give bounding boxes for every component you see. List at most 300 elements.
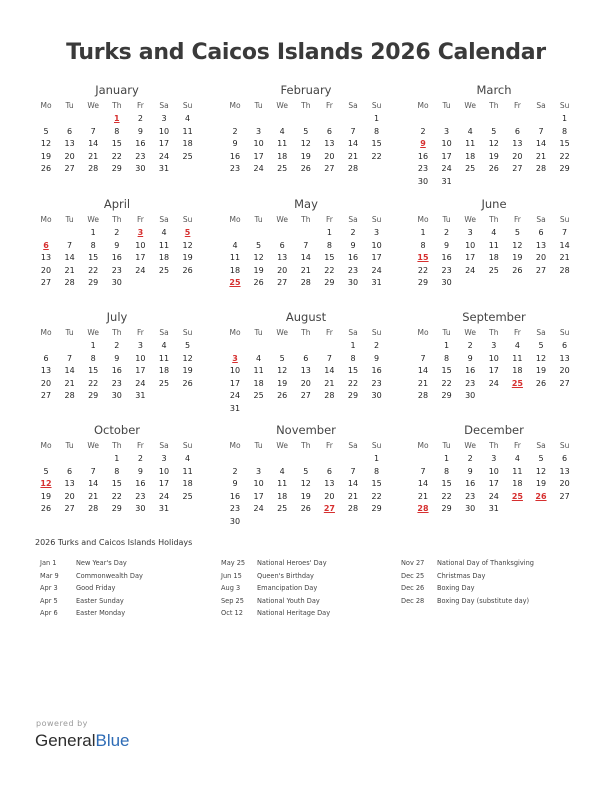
calendar-day: 23 [347,265,359,275]
calendar-day: 25 [488,265,499,275]
calendar-day: 12 [300,139,311,149]
calendar-day: 21 [417,378,429,388]
weekday-header: We [464,441,476,450]
calendar-day: 26 [40,504,52,514]
holiday-date: 26 [535,491,547,501]
calendar-day: 16 [371,366,382,376]
calendar-day: 2 [114,341,120,350]
calendar-day: 20 [535,253,547,263]
calendar-day: 6 [326,466,332,476]
calendar-day: 20 [64,491,75,501]
calendar-day: 23 [465,491,476,501]
weekday-header: Su [182,441,193,450]
calendar-day: 7 [90,126,96,136]
calendar-day: 1 [444,454,450,463]
calendar-day: 1 [562,114,568,123]
calendar-day: 16 [135,139,146,149]
holiday-name: Good Friday [76,584,116,592]
calendar-day: 22 [441,378,452,388]
weekday-header: Th [301,215,311,224]
calendar-day: 19 [40,151,52,161]
calendar-day: 12 [300,479,311,489]
calendar-day: 28 [324,391,335,401]
month-august [226,310,386,420]
weekday-header: We [87,441,99,450]
calendar-day: 21 [417,491,429,501]
calendar-day: 1 [420,228,426,237]
calendar-day: 2 [420,126,426,136]
holiday-name: Christmas Day [437,571,486,580]
calendar-day: 8 [562,126,568,136]
calendar-day: 25 [465,164,476,174]
calendar-day: 30 [465,391,476,401]
calendar-day: 24 [488,491,499,501]
calendar-day: 4 [514,454,520,463]
weekday-header: Th [112,328,122,337]
calendar-day: 31 [371,278,382,288]
weekday-header: Th [301,328,311,337]
calendar-day: 21 [324,378,335,388]
calendar-day: 7 [420,353,426,363]
calendar-day: 2 [232,126,238,136]
calendar-day: 6 [538,228,544,237]
calendar-day: 4 [256,353,262,363]
calendar-day: 21 [88,491,99,501]
weekday-header: Tu [442,328,451,337]
calendar-day: 29 [417,278,429,288]
calendar-day: 14 [64,366,75,376]
weekday-header: Th [112,215,122,224]
weekday-header: Mo [229,101,241,110]
calendar-day: 26 [512,265,523,275]
calendar-day: 29 [371,504,382,514]
calendar-day: 26 [182,265,193,275]
calendar-day: 27 [512,164,523,174]
generalblue-logo[interactable] [35,731,130,751]
calendar-day: 27 [64,504,75,514]
holiday-name: New Year's Day [76,559,127,567]
calendar-day: 19 [40,491,52,501]
calendar-day: 11 [277,479,288,489]
calendar-day: 11 [512,353,523,363]
calendar-day: 30 [111,278,122,288]
holiday-date-label: Mar 9 [40,571,59,580]
calendar-day: 16 [111,253,122,263]
calendar-day: 17 [488,479,499,489]
calendar-day: 19 [182,366,193,376]
weekday-header: Tu [65,101,74,110]
calendar-day: 7 [303,240,309,250]
calendar-day: 2 [137,454,143,463]
calendar-day: 14 [347,479,359,489]
holiday-date-label: Jun 15 [221,571,242,580]
month-june [414,197,574,307]
calendar-day: 16 [441,253,452,263]
weekday-header: Th [489,328,499,337]
calendar-day: 24 [371,265,382,275]
calendar-day: 13 [559,353,570,363]
weekday-header: Sa [348,441,358,450]
holiday-date: 6 [43,240,49,250]
calendar-day: 23 [465,378,476,388]
weekday-header: Fr [136,441,144,450]
calendar-day: 4 [467,126,473,136]
calendar-day: 6 [562,341,568,350]
calendar-day: 27 [559,491,570,501]
calendar-day: 9 [232,139,238,149]
weekday-header: Su [182,215,193,224]
calendar-day: 4 [185,114,191,123]
month-name: October [93,423,141,437]
calendar-day: 26 [253,278,264,288]
calendar-day: 23 [441,265,452,275]
calendar-day: 3 [161,114,167,123]
weekday-header: Mo [417,328,429,337]
calendar-day: 18 [512,366,523,376]
calendar-day: 3 [161,454,167,463]
weekday-header: Mo [229,215,241,224]
calendar-day: 6 [303,353,309,363]
holiday-date: 25 [511,491,523,501]
weekday-header: Su [559,101,570,110]
calendar-day: 6 [514,126,520,136]
calendar-day: 12 [535,466,547,476]
calendar-day: 28 [88,164,99,174]
calendar-day: 13 [277,253,288,263]
holiday-date: 15 [417,253,429,263]
calendar-day: 18 [158,253,170,263]
weekday-header: Sa [536,215,546,224]
weekday-header: Fr [325,101,333,110]
calendar-day: 30 [135,504,146,514]
holiday-date-label: Apr 3 [40,584,58,592]
calendar-day: 22 [111,151,122,161]
month-name: December [464,423,524,437]
holiday-name: National Day of Thanksgiving [437,559,534,567]
calendar-day: 8 [374,466,380,476]
holiday-name: National Youth Day [257,596,320,605]
calendar-day: 8 [326,240,332,250]
calendar-day: 8 [444,353,450,363]
calendar-day: 28 [417,391,429,401]
calendar-day: 28 [88,504,99,514]
weekday-header: Sa [536,441,546,450]
weekday-header: Su [371,328,382,337]
calendar-day: 5 [538,341,544,350]
calendar-day: 13 [300,366,311,376]
calendar-day: 22 [111,491,122,501]
calendar-day: 15 [371,479,382,489]
calendar-day: 6 [67,466,73,476]
calendar-day: 18 [465,151,476,161]
calendar-day: 19 [512,253,523,263]
calendar-day: 17 [441,151,452,161]
calendar-day: 11 [512,466,523,476]
calendar-day: 15 [441,479,452,489]
calendar-day: 22 [441,491,452,501]
calendar-day: 10 [158,126,170,136]
calendar-day: 29 [88,278,99,288]
calendar-day: 29 [559,164,570,174]
holiday-name: National Heritage Day [257,609,331,617]
calendar-day: 26 [300,504,311,514]
calendar-day: 20 [277,265,288,275]
weekday-header: Tu [254,215,263,224]
calendar-day: 10 [371,240,382,250]
calendar-day: 10 [488,353,499,363]
weekday-header: Mo [40,328,52,337]
holiday-date-label: Nov 27 [401,559,425,567]
weekday-header: Tu [65,215,74,224]
holiday-date-label: Aug 3 [221,584,241,592]
calendar-day: 28 [347,504,359,514]
calendar-day: 19 [300,491,311,501]
month-name: May [294,197,318,211]
calendar-day: 26 [182,378,193,388]
calendar-day: 13 [512,139,523,149]
calendar-day: 14 [347,139,359,149]
weekday-header: Sa [536,328,546,337]
holiday-date-label: Apr 6 [40,609,58,617]
weekday-header: Mo [417,101,429,110]
page-title: Turks and Caicos Islands 2026 Calendar [66,40,546,65]
calendar-day: 4 [491,228,497,237]
calendar-day: 18 [182,139,193,149]
weekday-header: Tu [442,101,451,110]
calendar-day: 1 [374,114,380,123]
calendar-day: 12 [253,253,264,263]
calendar-day: 30 [371,391,382,401]
weekday-header: Sa [348,215,358,224]
calendar-day: 21 [88,151,99,161]
calendar-day: 10 [488,466,499,476]
calendar-day: 2 [232,466,238,476]
calendar-day: 2 [350,228,356,237]
calendar-day: 18 [277,491,288,501]
calendar-day: 29 [111,164,122,174]
calendar-day: 10 [229,366,241,376]
calendar-day: 29 [441,391,452,401]
calendar-day: 22 [88,265,99,275]
month-december [414,423,574,533]
calendar-day: 27 [324,164,335,174]
weekday-header: Su [371,215,382,224]
weekday-header: Mo [229,328,241,337]
weekday-header: Sa [536,101,546,110]
calendar-day: 1 [90,228,96,237]
weekday-header: We [464,215,476,224]
holiday-name: Boxing Day (substitute day) [437,596,530,605]
month-march [414,83,574,193]
calendar-day: 20 [324,491,335,501]
weekday-header: Tu [65,441,74,450]
calendar-day: 14 [417,479,429,489]
calendar-day: 17 [253,491,264,501]
calendar-day: 24 [158,151,170,161]
calendar-day: 23 [417,164,429,174]
calendar-day: 31 [158,164,170,174]
calendar-day: 7 [538,126,544,136]
month-may [226,197,386,307]
calendar-day: 6 [43,353,49,363]
calendar-day: 13 [40,366,52,376]
calendar-day: 10 [135,353,146,363]
month-name: August [285,310,327,324]
calendar-day: 30 [135,164,146,174]
calendar-day: 11 [277,139,288,149]
weekday-header: Mo [40,441,52,450]
weekday-header: We [276,101,288,110]
weekday-header: We [87,101,99,110]
holiday-date: 1 [114,114,120,123]
calendar-day: 10 [253,139,264,149]
calendar-day: 24 [253,164,264,174]
calendar-day: 7 [350,126,356,136]
weekday-header: Tu [65,328,74,337]
month-october [37,423,197,533]
calendar-day: 23 [111,265,122,275]
calendar-day: 1 [114,454,120,463]
calendar-day: 5 [256,240,262,250]
calendar-day: 13 [324,479,335,489]
holiday-date-label: Sep 25 [221,596,244,605]
weekday-header: Th [112,101,122,110]
calendar-day: 5 [43,466,49,476]
calendar-day: 22 [417,265,429,275]
calendar-day: 2 [114,228,120,237]
calendar-day: 11 [229,253,241,263]
calendar-day: 17 [135,253,146,263]
weekday-header: Su [371,441,382,450]
month-name: September [462,310,526,324]
calendar-day: 20 [64,151,75,161]
brand-part-blue: Blue [95,731,130,750]
calendar-day: 29 [441,504,452,514]
weekday-header: Tu [254,328,263,337]
calendar-day: 24 [441,164,452,174]
calendar-day: 28 [347,164,359,174]
calendar-day: 18 [182,479,193,489]
calendar-day: 21 [347,491,359,501]
calendar-day: 4 [161,228,167,237]
calendar-day: 16 [417,151,429,161]
calendar-day: 18 [253,378,264,388]
calendar-day: 7 [90,466,96,476]
calendar-day: 1 [444,341,450,350]
weekday-header: We [276,328,288,337]
calendar-day: 31 [229,404,241,413]
weekday-header: Su [559,215,570,224]
weekday-header: Mo [40,215,52,224]
calendar-day: 11 [253,366,264,376]
calendar-day: 3 [491,454,497,463]
calendar-day: 27 [40,391,52,401]
weekday-header: Fr [513,215,521,224]
calendar-day: 21 [64,378,75,388]
calendar-day: 3 [256,126,262,136]
calendar-day: 11 [182,466,193,476]
calendar-day: 28 [64,391,75,401]
month-name: November [276,423,336,437]
calendar-day: 30 [229,517,241,526]
calendar-day: 3 [444,126,450,136]
calendar-day: 2 [467,341,473,350]
weekday-header: Su [371,101,382,110]
holidays-heading: 2026 Turks and Caicos Islands Holidays [35,538,193,547]
calendar-day: 4 [232,240,238,250]
calendar-day: 19 [253,265,264,275]
calendar-day: 8 [90,353,96,363]
weekday-header: We [276,215,288,224]
calendar-day: 31 [158,504,170,514]
calendar-day: 11 [465,139,476,149]
calendar-day: 20 [40,378,52,388]
calendar-day: 19 [535,366,547,376]
calendar-day: 5 [43,126,49,136]
weekday-header: Fr [325,328,333,337]
calendar-day: 29 [347,391,359,401]
calendar-day: 23 [229,504,241,514]
calendar-day: 14 [324,366,335,376]
calendar-day: 7 [562,228,568,237]
calendar-day: 16 [465,366,476,376]
calendar-day: 30 [111,391,122,401]
month-july [37,310,197,420]
calendar-day: 15 [88,253,99,263]
calendar-day: 22 [371,151,382,161]
calendar-day: 20 [40,265,52,275]
calendar-day: 27 [300,391,311,401]
calendar-day: 30 [417,177,429,186]
weekday-header: Tu [254,101,263,110]
month-name: April [103,197,131,211]
calendar-day: 2 [374,341,380,350]
holiday-name: Boxing Day [437,584,475,592]
calendar-day: 22 [347,378,359,388]
weekday-header: Th [489,215,499,224]
weekday-header: Th [489,101,499,110]
calendar-day: 30 [441,278,452,288]
calendar-day: 5 [303,126,309,136]
calendar-day: 17 [253,151,264,161]
holiday-date: 3 [232,353,238,363]
calendar-day: 19 [535,479,547,489]
calendar-day: 12 [488,139,499,149]
month-january [37,83,197,193]
calendar-day: 9 [137,466,143,476]
calendar-day: 28 [300,278,311,288]
weekday-header: Tu [442,215,451,224]
month-february [226,83,386,193]
month-name: February [280,83,332,97]
weekday-header: We [464,328,476,337]
weekday-header: Fr [136,215,144,224]
weekday-header: Fr [513,441,521,450]
calendar-day: 29 [111,504,122,514]
calendar-day: 28 [64,278,75,288]
calendar-day: 14 [88,479,99,489]
calendar-day: 12 [535,353,547,363]
calendar-day: 6 [326,126,332,136]
calendar-day: 29 [324,278,335,288]
calendar-day: 5 [303,466,309,476]
calendar-day: 27 [277,278,288,288]
weekday-header: Fr [325,441,333,450]
brand-part-general: General [35,731,96,750]
calendar-day: 24 [465,265,476,275]
weekday-header: Th [301,101,311,110]
calendar-day: 5 [279,353,285,363]
